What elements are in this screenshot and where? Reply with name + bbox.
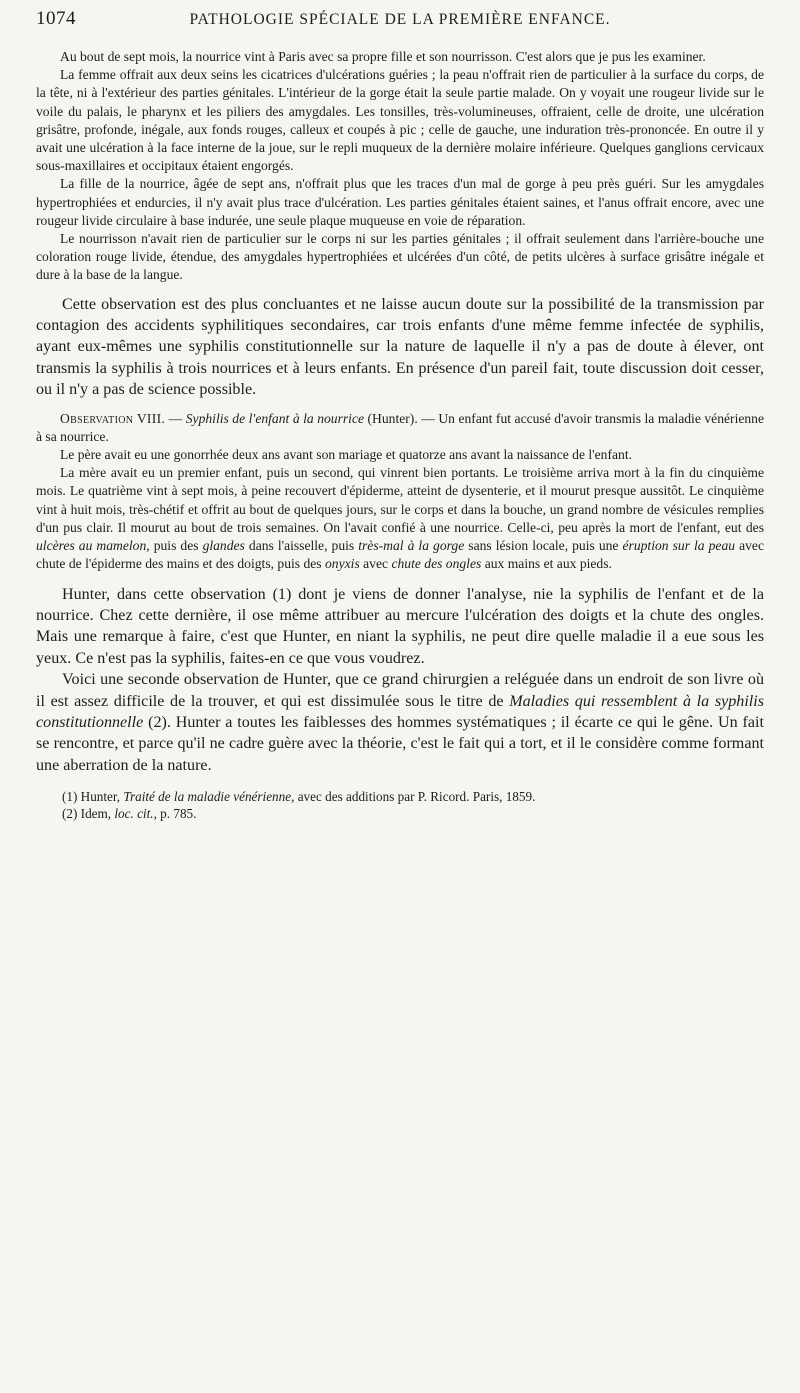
italic-book-title: Traité de la maladie vénérienne	[123, 789, 292, 805]
footnotes	[36, 788, 764, 822]
page-header	[36, 8, 764, 38]
text-run: avec chute de l'épiderme des mains et des doigts, puis des	[36, 538, 764, 572]
italic-term: ulcères au mamelon	[36, 538, 147, 554]
text-run: aux mains et aux pieds.	[481, 556, 612, 572]
text-run: (1) Hunter,	[62, 789, 124, 805]
paragraph-nurse-exam: La femme offrait aux deux seins les cicatrices d'ulcérations guéries ; la peau n'offrait rien de particulier à la surface du corps, de la tête, ni à l'extérieur des parties génitales. L'intérieur de la gorge était la seule partie malade. On y voyait une rougeur livide sur le voile du palais, le pharynx et les piliers des amygdales. Les tonsilles, très-volumineuses, offraient, celle de droite, une ulcération grisâtre, profonde, inégale, aux fonds rouges, calleux et coupés à pic ; celle de gauche, une induration très-prononcée. En outre il y avait une ulcération à la face interne de la joue, sur le repli muqueux de la dernière molaire inférieure. Quelques ganglions cervicaux sous-maxillaires et occipitaux étaient engorgés.	[36, 67, 764, 174]
observation-label: Observation VIII.	[60, 410, 166, 426]
italic-term: éruption sur la peau	[622, 538, 736, 554]
text-run: , p. 785.	[153, 806, 197, 822]
page-number: 1074	[36, 8, 76, 29]
paragraph-second-observation	[36, 669, 764, 776]
case-details-block	[36, 48, 764, 285]
italic-ref: loc. cit.	[114, 806, 154, 822]
observation-dash: —	[165, 410, 186, 426]
observation-heading	[36, 410, 764, 446]
text-run: , avec des additions par P. Ricord. Paris, 1859.	[291, 789, 536, 805]
paragraph-nursling-exam: Le nourrisson n'avait rien de particulier sur le corps ni sur les parties génitales ; il offrait seulement dans l'arrière-bouche une coloration rouge livide, étendue, des amygdales hypertrophiées et ulcérées d'un côté, de petits ulcères à surface grisâtre inégale et dure à la base de la langue.	[36, 231, 764, 283]
text-run: (2) Idem,	[62, 806, 115, 822]
paragraph-daughter-exam: La fille de la nourrice, âgée de sept ans, n'offrait plus que les traces d'un mal de gorge à peu près guéri. Sur les amygdales hypertrophiées et endurcies, il n'y avait plus trace d'ulcération. Les parties génitales étaient saines, et l'anus offrait encore, avec une rougeur livide circulaire à base indurée, une seule plaque muqueuse en voie de réparation.	[36, 176, 764, 228]
observation-viii-block	[36, 410, 764, 574]
spacer	[36, 574, 764, 584]
observation-title: Syphilis de l'enfant à la nourrice	[185, 410, 365, 426]
footnote-1	[36, 788, 764, 805]
commentary-block-1	[36, 294, 764, 401]
paragraph-conclusion: Cette observation est des plus concluantes et ne laisse aucun doute sur la possibilité de la transmission par contagion des accidents syphilitiques secondaires, car trois enfants d'une même femme infectée de syphilis, ayant eux-mêmes une syphilis constitutionnelle sur la nature de laquelle il n'y a pas de doute à élever, ont transmis la syphilis à trois nourrices et à leurs enfants. En présence d'un pareil fait, toute discussion doit cesser, ou il n'y a pas de science possible.	[36, 295, 764, 399]
spacer	[36, 285, 764, 294]
footnote-2	[36, 805, 764, 822]
observation-intro: (Hunter). — Un enfant fut accusé d'avoir transmis la maladie vénérienne à sa nourrice.	[36, 410, 764, 444]
text-run: avec	[359, 556, 392, 572]
text-run: (2). Hunter a toutes les faiblesses des hommes systématiques ; il écarte ce qui le gêne. Un fait se rencontre, et parce qu'il ne cadre guère avec la théorie, c'est le fait qui a tort, et il le considère comme formant une aberration de la nature.	[36, 713, 764, 774]
italic-term: onyxis	[325, 556, 360, 572]
italic-book-title: Maladies qui ressemblent à la syphilis constitutionnelle	[36, 692, 764, 731]
commentary-block-2	[36, 584, 764, 777]
spacer	[36, 401, 764, 410]
italic-term: glandes	[202, 538, 245, 554]
paragraph-nurse-arrival: Au bout de sept mois, la nourrice vint à Paris avec sa propre fille et son nourrisson. C'est alors que je pus les examiner.	[60, 49, 706, 64]
paragraph-mother-history	[36, 464, 764, 573]
book-page	[36, 8, 764, 1386]
italic-term: très-mal à la gorge	[358, 538, 465, 554]
running-head: PATHOLOGIE SPÉCIALE DE LA PREMIÈRE ENFANCE.	[189, 11, 611, 28]
text-run: dans l'aisselle, puis	[244, 538, 359, 554]
paragraph-father-history: Le père avait eu une gonorrhée deux ans avant son mariage et quatorze ans avant la naissance de l'enfant.	[60, 447, 632, 463]
text-run: sans lésion locale, puis une	[464, 538, 623, 554]
text-run: Voici une seconde observation de Hunter, que ce grand chirurgien a reléguée dans un endroit de son livre où il est assez difficile de la trouver, et qui est dissimulée sous le titre de	[36, 671, 764, 710]
italic-term: chute des ongles	[391, 556, 482, 572]
text-run: , puis des	[146, 538, 203, 554]
text-run: La mère avait eu un premier enfant, puis un second, qui vinrent bien portants. Le troisième arriva mort à la fin du cinquième mois. Le quatrième vint à sept mois, à peine recouvert d'épiderme, atteint de dysenterie, et il mourut presque aussitôt. Le cinquième vint à huit mois, très-chétif et offrit au bout de quelques jours, sur le corps et dans la bouche, un grand nombre de vésicules remplies d'un pus clair. Il mourut au bout de trois semaines. On l'avait confié à une nourrice. Celle-ci, peu après la mort de l'enfant, eut des	[36, 465, 764, 535]
paragraph-hunter-analysis: Hunter, dans cette observation (1) dont je viens de donner l'analyse, nie la syphilis de l'enfant et de la nourrice. Chez cette dernière, il ose même attribuer au mercure l'ulcération des doigts et la chute des ongles. Mais une remarque à faire, c'est que Hunter, en niant la syphilis, ne peut dire quelle maladie il a eue sous les yeux. Ce n'est pas la syphilis, faites-en ce que vous voudrez.	[36, 585, 764, 667]
